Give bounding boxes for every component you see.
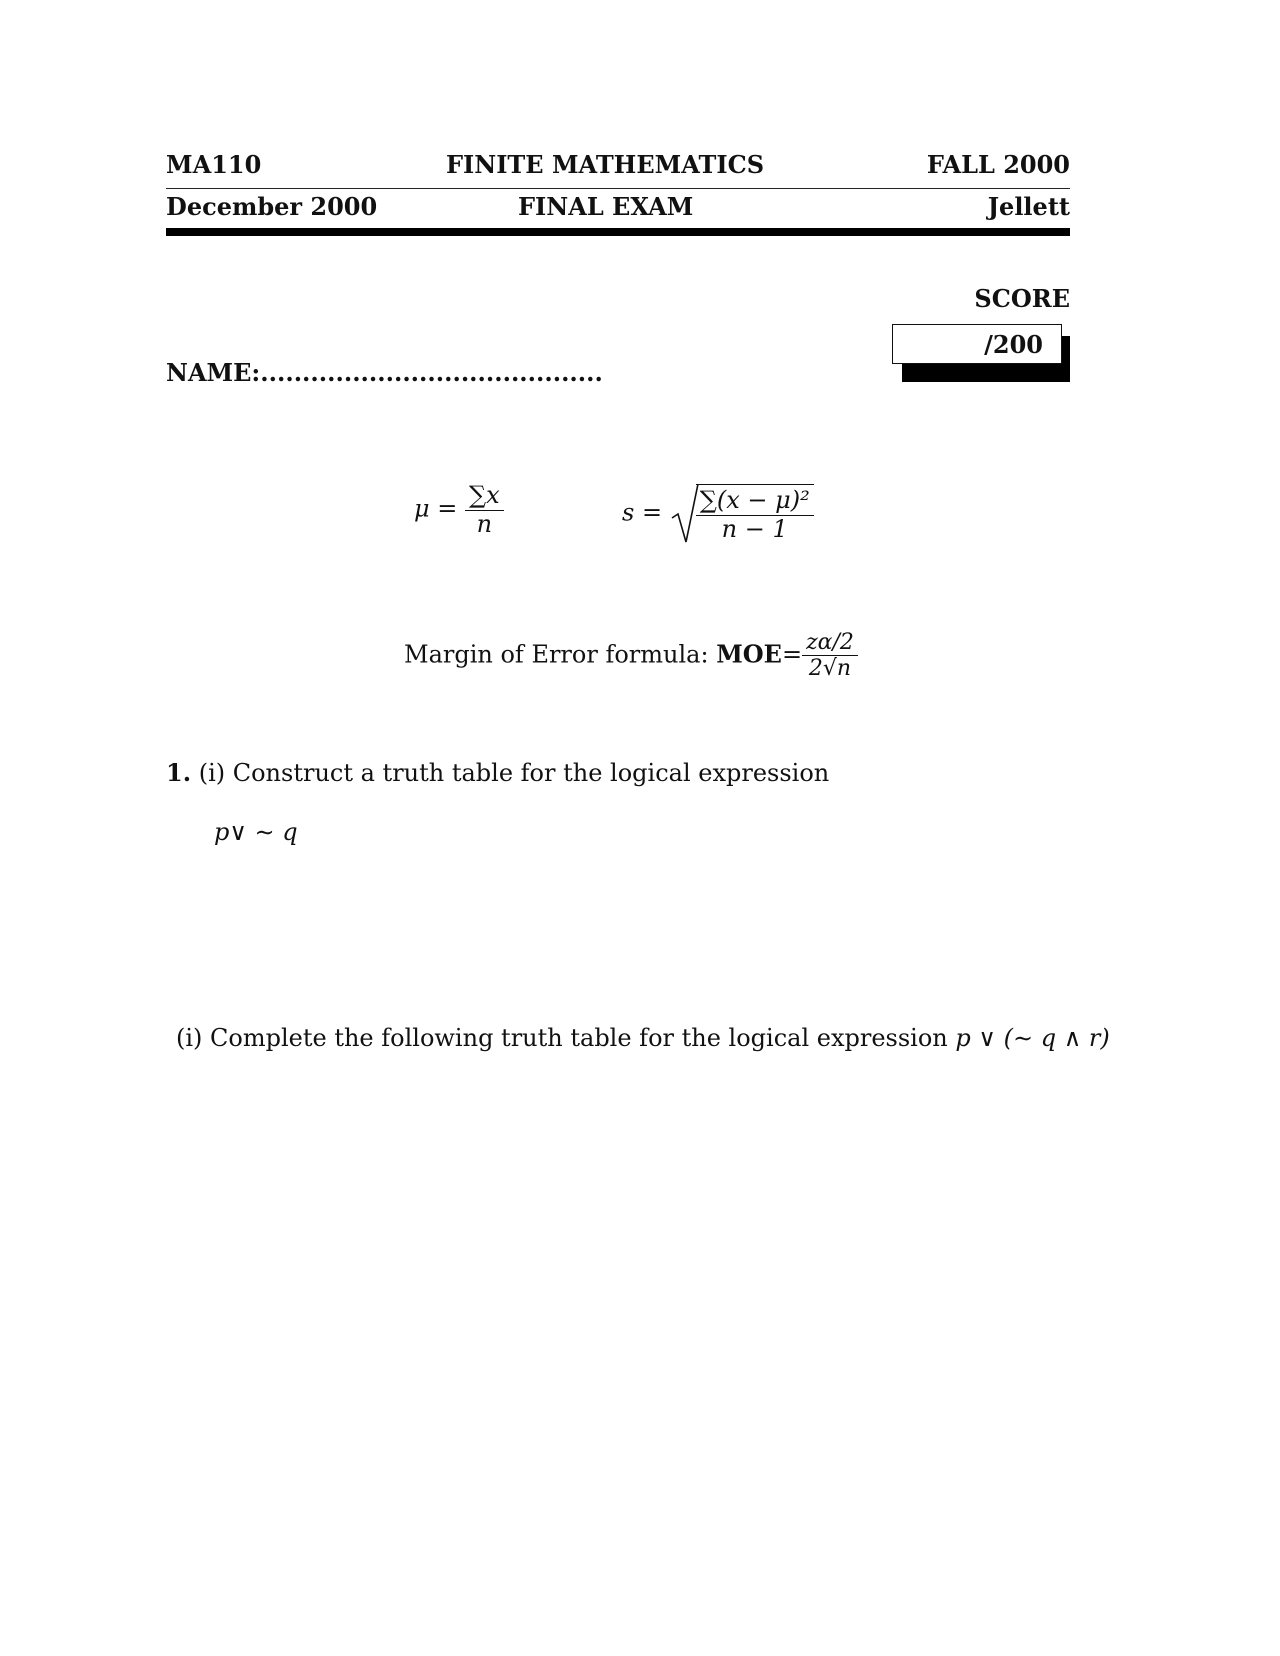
- exam-date: December 2000: [166, 192, 378, 221]
- sd-numerator: ∑(x − μ)²: [696, 487, 814, 516]
- header-divider: [166, 188, 1070, 189]
- score-box: [892, 324, 1062, 364]
- score-label: SCORE: [974, 284, 1070, 313]
- question-1-text: (i) Construct a truth table for the logical expression: [198, 759, 830, 787]
- question-1-expression: p∨ ∼ q: [214, 818, 298, 846]
- exam-type: FINAL EXAM: [518, 192, 694, 221]
- mean-denominator: n: [476, 509, 493, 538]
- sd-lhs: s =: [622, 498, 663, 527]
- mean-numerator: ∑x: [465, 482, 504, 511]
- score-total: /200: [984, 329, 1043, 359]
- question-2-text: (i) Complete the following truth table for the logical expression: [176, 1024, 948, 1052]
- mean-formula: [414, 482, 504, 538]
- moe-label: Margin of Error formula:: [404, 640, 709, 669]
- moe-numerator: zα/2: [802, 630, 858, 656]
- question-2-expression: p ∨ (∼ q ∧ r): [955, 1024, 1110, 1052]
- instructor: Jellett: [987, 192, 1070, 221]
- mean-lhs: μ =: [414, 494, 458, 523]
- moe-denominator: 2√n: [808, 656, 852, 682]
- question-1-number: 1.: [166, 758, 192, 787]
- sd-formula: [622, 482, 814, 546]
- moe-equals: =: [781, 640, 803, 669]
- name-label: NAME:: [166, 358, 261, 387]
- question-1: [166, 758, 829, 787]
- moe-formula: [404, 630, 858, 682]
- course-title: FINITE MATHEMATICS: [446, 150, 765, 179]
- course-code: MA110: [166, 150, 262, 179]
- name-dots: .........................................: [260, 358, 603, 387]
- name-field: [166, 358, 603, 387]
- sd-denominator: n − 1: [721, 515, 788, 543]
- header-rule: [166, 228, 1070, 236]
- question-2: [176, 1024, 1110, 1052]
- term: FALL 2000: [926, 150, 1070, 179]
- moe-name: MOE: [716, 639, 782, 669]
